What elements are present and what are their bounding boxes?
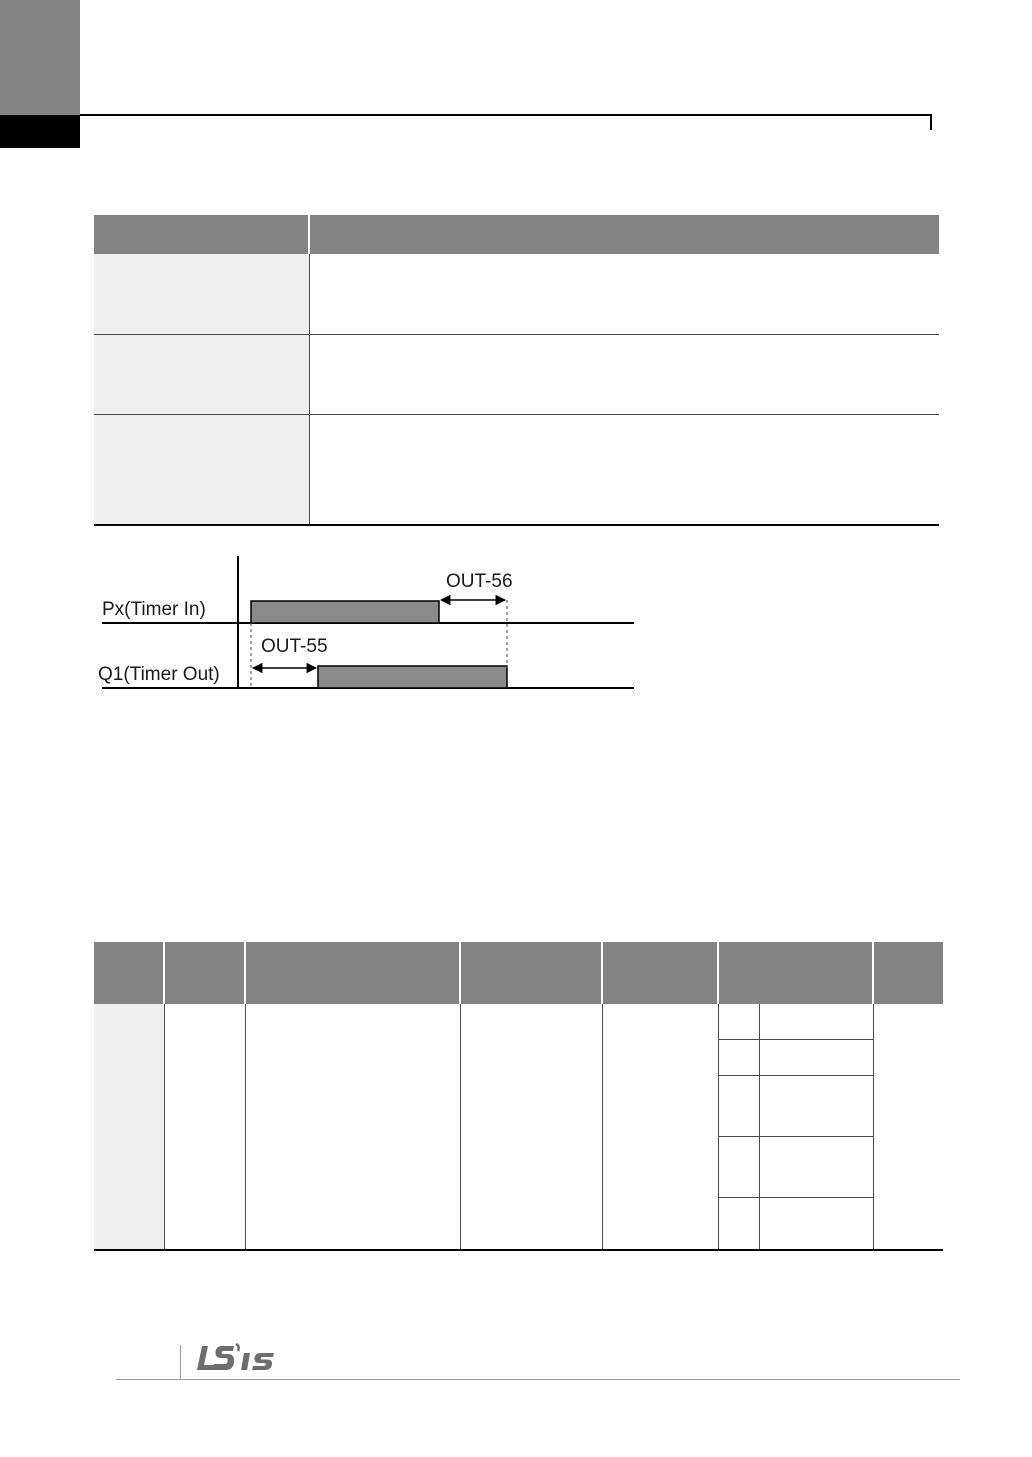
table-row-divider <box>94 334 939 335</box>
table-header-divider <box>244 942 246 1004</box>
table-column-divider <box>460 1004 461 1249</box>
settings-table <box>94 215 939 526</box>
table-column-divider <box>873 1004 874 1249</box>
table-header-divider <box>163 942 165 1004</box>
setting-row-divider <box>718 1197 873 1198</box>
off-delay-label: OUT-56 <box>446 571 513 592</box>
table-column-divider <box>718 1004 719 1249</box>
table-header-divider <box>717 942 719 1004</box>
parameter-table <box>94 942 943 1251</box>
table-bottom-rule <box>94 1249 943 1251</box>
setting-row-divider <box>718 1039 873 1040</box>
footer-divider-tick <box>180 1345 181 1380</box>
footer-rule <box>116 1379 960 1380</box>
setting-row-divider <box>718 1075 873 1076</box>
table-header-divider <box>872 942 874 1004</box>
header-rule-tick <box>930 114 932 130</box>
table-row-divider <box>94 414 939 415</box>
table-header-divider <box>308 215 310 254</box>
table-header-row <box>94 215 939 254</box>
output-signal-label: Q1(Timer Out) <box>98 664 220 685</box>
table-label-column <box>94 254 309 524</box>
table-column-divider <box>245 1004 246 1249</box>
table-bottom-rule <box>94 524 939 526</box>
table-column-divider <box>164 1004 165 1249</box>
header-rule <box>80 114 932 116</box>
table-header-divider <box>601 942 603 1004</box>
timer-timing-diagram <box>96 550 641 695</box>
table-column-divider <box>309 254 310 524</box>
output-pulse <box>318 666 507 688</box>
lsis-logo <box>196 1343 286 1373</box>
table-header-divider <box>459 942 461 1004</box>
table-column-divider <box>602 1004 603 1249</box>
table-group-column <box>94 1004 164 1249</box>
chapter-tab-gray <box>0 0 80 115</box>
input-pulse <box>251 601 439 623</box>
chapter-tab-black <box>0 115 80 148</box>
table-header-row <box>94 942 943 1004</box>
on-delay-label: OUT-55 <box>261 636 328 657</box>
input-signal-label: Px(Timer In) <box>102 599 206 620</box>
setting-range-subdivider <box>759 1004 760 1249</box>
setting-row-divider <box>718 1136 873 1137</box>
